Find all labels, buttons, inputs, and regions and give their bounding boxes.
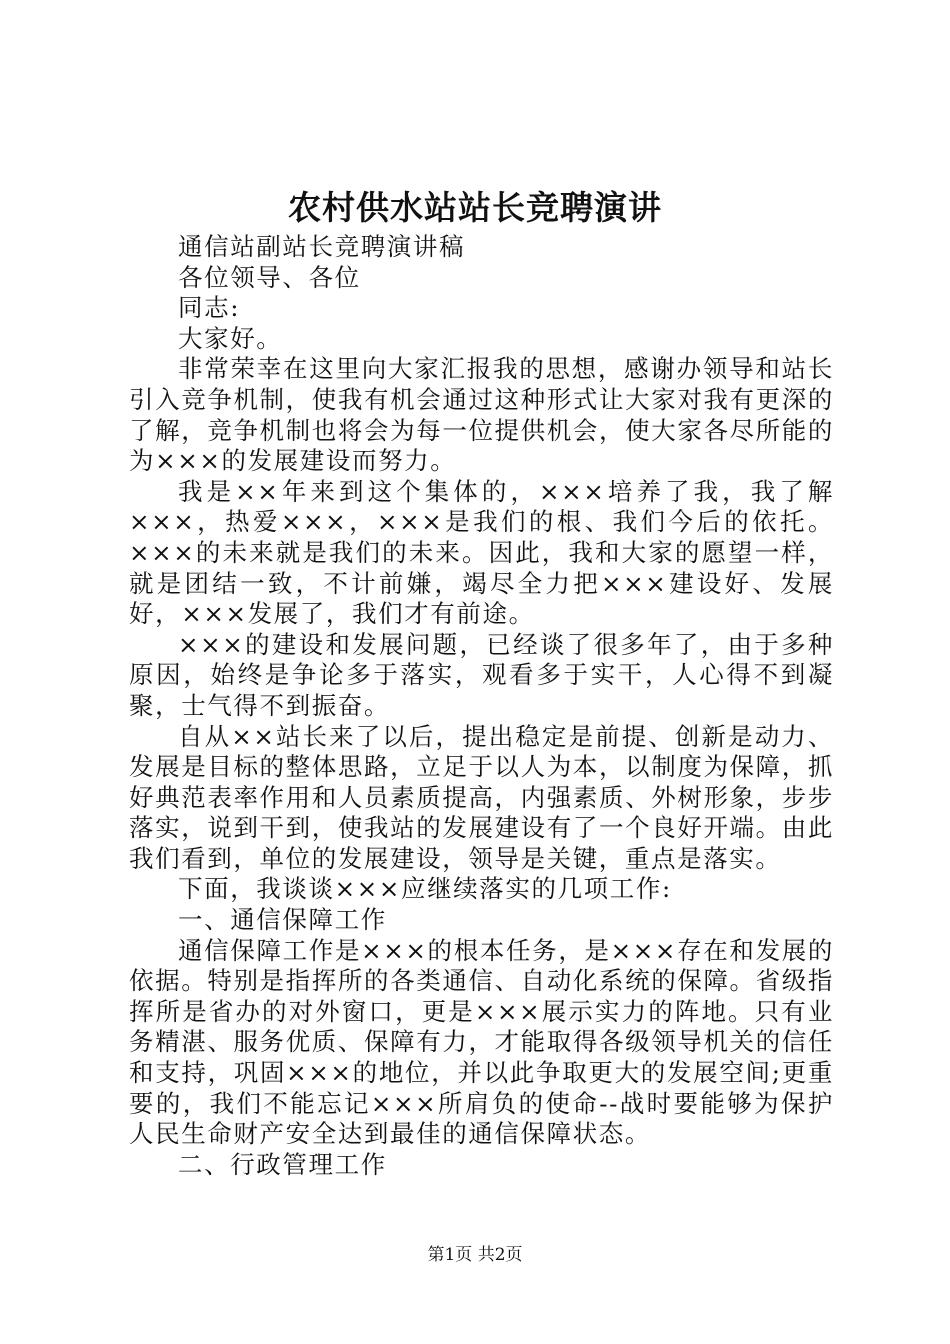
- section-heading: 一、通信保障工作: [178, 905, 387, 935]
- section-heading: 二、行政管理工作: [178, 1149, 387, 1179]
- paragraph: 非常荣幸在这里向大家汇报我的思想，感谢办领导和站长引入竞争机制，使我有机会通过这种形式让大家对我有更深的了解，竞争机制也将会为每一位提供机会，使大家各尽所能的为×××的发展建设而努力。: [129, 354, 834, 476]
- page-number-footer: 第1页 共2页: [427, 1245, 523, 1265]
- paragraph: 下面，我谈谈×××应继续落实的几项工作:: [178, 874, 672, 904]
- paragraph: 自从××站长来了以后，提出稳定是前提、创新是动力、发展是目标的整体思路，立足于以人为本，以制度为保障，抓好典范表率作用和人员素质提高，内强素质、外树形象，步步落实，说到干到，使我站的发展建设有了一个良好开端。由此我们看到，单位的发展建设，领导是关键，重点是落实。: [129, 721, 834, 873]
- paragraph: 大家好。: [178, 323, 283, 353]
- paragraph: 同志:: [178, 293, 241, 323]
- paragraph: 通信站副站长竞聘演讲稿: [178, 232, 466, 261]
- document-body: [129, 232, 834, 1180]
- document-title: 农村供水站站长竞聘演讲: [288, 188, 662, 227]
- paragraph: 我是××年来到这个集体的，×××培养了我，我了解×××，热爱×××，×××是我们的根、我们今后的依托。×××的未来就是我们的未来。因此，我和大家的愿望一样，就是团结一致，不计前嫌，竭尽全力把×××建设好、发展好，×××发展了，我们才有前途。: [129, 476, 834, 629]
- paragraph: 各位领导、各位: [178, 262, 361, 292]
- paragraph: ×××的建设和发展问题，已经谈了很多年了，由于多种原因，始终是争论多于落实，观看多于实干，人心得不到凝聚，士气得不到振奋。: [129, 629, 834, 720]
- paragraph: 通信保障工作是×××的根本任务，是×××存在和发展的依据。特别是指挥所的各类通信、自动化系统的保障。省级指挥所是省办的对外窗口，更是×××展示实力的阵地。只有业务精湛、服务优质、保障有力，才能取得各级领导机关的信任和支持，巩固×××的地位，并以此争取更大的发展空间;更重要的，我们不能忘记×××所肩负的使命--战时要能够为保护人民生命财产安全达到最佳的通信保障状态。: [129, 935, 834, 1149]
